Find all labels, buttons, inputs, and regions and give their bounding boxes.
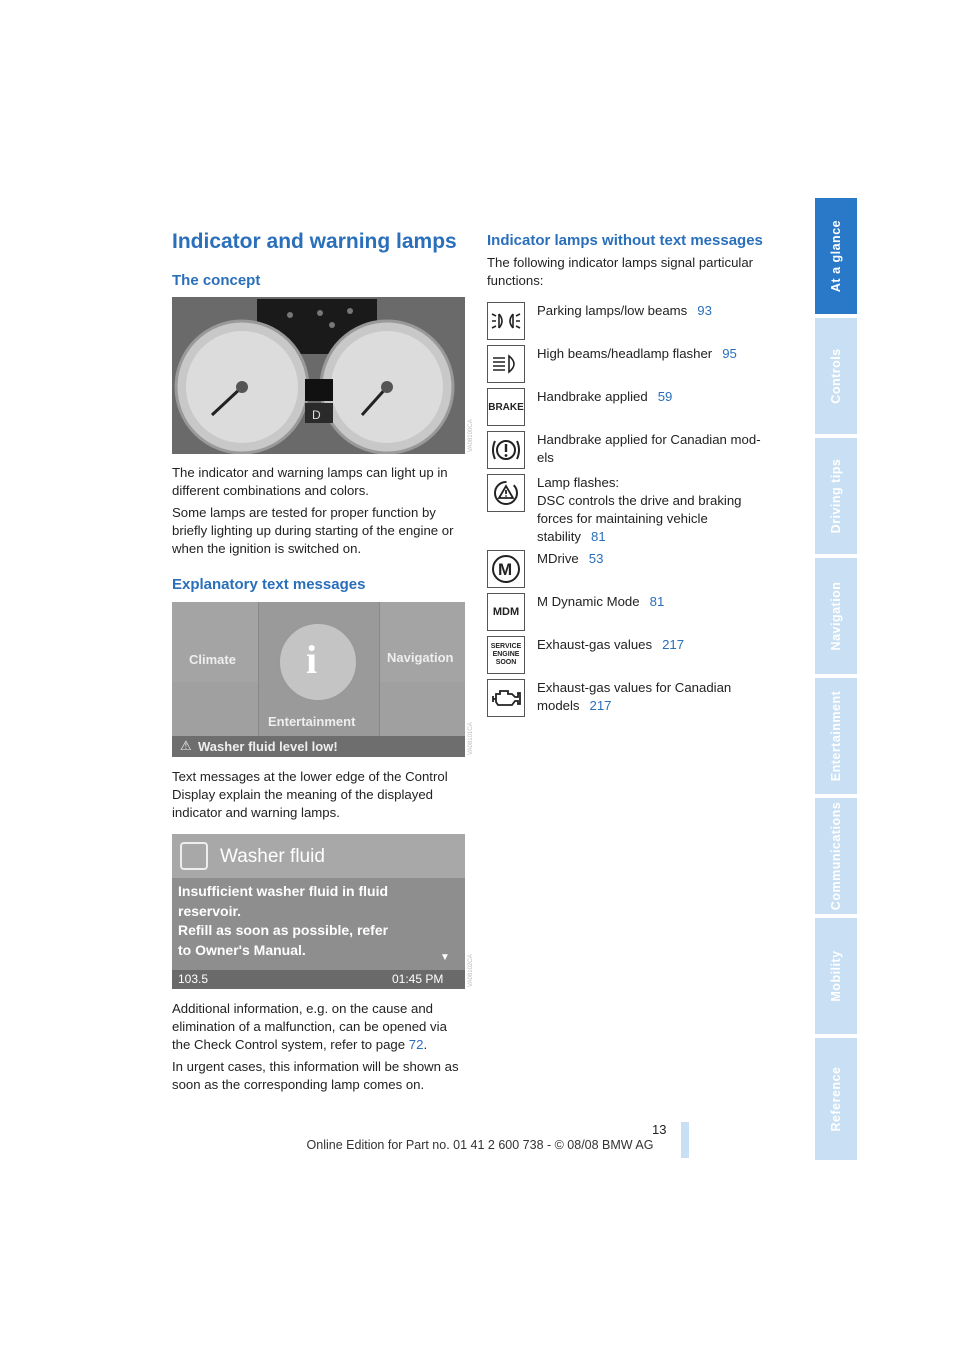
item-text: Exhaust-gas values [537, 637, 653, 652]
page-link[interactable]: 81 [590, 529, 606, 544]
screen-line: reservoir. [178, 902, 242, 919]
sidebar-tab-label: At a glance [829, 219, 843, 293]
indicator-item [537, 593, 777, 611]
indicators-intro: The following indicator lamps signal particular functions: [487, 255, 754, 288]
page-link[interactable]: 59 [657, 389, 673, 404]
indicator-item [537, 345, 777, 363]
sidebar-tab-entertainment[interactable] [815, 678, 857, 794]
item-text: M Dynamic Mode [537, 594, 640, 609]
screen-message [178, 882, 388, 960]
menu-navigation: Navigation [387, 650, 454, 665]
icon-text-line: SOON [495, 659, 517, 666]
figure-code: VA08101CA [468, 722, 474, 755]
item-text: Lamp flashes: [537, 475, 620, 490]
edition-footer: Online Edition for Part no. 01 41 2 600 738 - © 08/08 BMW AG [306, 1138, 654, 1152]
indicator-item [537, 388, 777, 406]
concept-paragraph-1: The indicator and warning lamps can light up in different combinations and colors. [172, 465, 448, 498]
page-link[interactable]: 53 [588, 551, 604, 566]
sidebar-tab-label: Mobility [829, 950, 843, 1002]
brake-icon: BRAKE [487, 388, 525, 426]
indicator-item [537, 302, 777, 320]
sidebar-tab-label: Reference [829, 1066, 843, 1132]
control-display-menu-figure [172, 602, 465, 757]
dsc-icon [487, 474, 525, 512]
svg-text:D: D [312, 408, 321, 422]
page-link[interactable]: 217 [662, 637, 685, 652]
figure-code: VA08100CA [468, 419, 474, 452]
concept-paragraph-2: Some lamps are tested for proper function by briefly lighting up during starting of the engine or when the ignition is switched on. [172, 505, 454, 556]
explanatory-paragraph-2 [172, 1000, 465, 1054]
item-text: Handbrake applied [537, 389, 648, 404]
warning-triangle-icon: ⚠ [180, 738, 192, 753]
page-link[interactable]: 217 [589, 698, 612, 713]
high-beam-icon [487, 345, 525, 383]
page-link-72[interactable]: 72 [408, 1037, 424, 1052]
icon-text-line: ENGINE [492, 651, 520, 658]
explanatory-paragraph-1: Text messages at the lower edge of the Control Display explain the meaning of the displayed indicator and warning lamps. [172, 769, 448, 820]
status-time: 01:45 PM [392, 972, 444, 986]
item-text: DSC controls the drive and braking forces for maintaining vehicle stability [537, 493, 742, 544]
handbrake-canada-icon [487, 431, 525, 469]
parking-lamps-icon [487, 302, 525, 340]
instrument-cluster-illustration [172, 297, 465, 454]
indicator-item [537, 550, 777, 568]
item-text: Exhaust-gas values for Canadian models [537, 680, 732, 713]
sidebar-tab-controls[interactable] [815, 318, 857, 434]
screen-line: Insufficient washer fluid in fluid [178, 883, 389, 899]
sidebar-tab-label: Navigation [829, 581, 843, 651]
sidebar-tab-mobility[interactable] [815, 918, 857, 1034]
section-heading-indicators: Indicator lamps without text messages [487, 232, 763, 249]
sidebar-tab-label: Controls [829, 348, 843, 404]
item-text: High beams/headlamp flasher [537, 346, 713, 361]
mdm-icon: MDM [487, 593, 525, 631]
menu-entertainment: Entertainment [268, 714, 356, 729]
section-heading-explanatory: Explanatory text messages [172, 576, 366, 593]
screen-title: Washer fluid [220, 846, 325, 867]
instrument-cluster-figure [172, 297, 465, 454]
explanatory-paragraph-3: In urgent cases, this information will be shown as soon as the corresponding lamp comes on. [172, 1059, 459, 1092]
engine-icon [487, 679, 525, 717]
page-number: 13 [652, 1122, 667, 1137]
sidebar-tab-label: Communications [829, 801, 843, 911]
info-icon: i [306, 637, 318, 682]
status-frequency: 103.5 [178, 972, 209, 986]
sidebar-tab-navigation[interactable] [815, 558, 857, 674]
sidebar-tab-label: Entertainment [829, 690, 843, 782]
indicator-item [537, 431, 777, 467]
item-text: Parking lamps/low beams [537, 303, 688, 318]
washer-icon [180, 842, 208, 870]
paragraph-text: . [423, 1037, 428, 1052]
page-link[interactable]: 95 [722, 346, 737, 361]
paragraph-text: Additional information, e.g. on the cause and elimination of a malfunction, can be opened via the Check Control system, refer to page [172, 1001, 447, 1052]
screen-line: to Owner's Manual. [178, 941, 306, 958]
scroll-down-icon: ▼ [440, 952, 450, 963]
service-engine-soon-icon [487, 636, 525, 674]
section-heading-concept: The concept [172, 272, 261, 289]
page-link[interactable]: 93 [697, 303, 712, 318]
page-link[interactable]: 81 [649, 594, 665, 609]
sidebar-tab-at-a-glance[interactable] [815, 198, 857, 314]
item-text: MDrive [537, 551, 579, 566]
washer-fluid-warning-message: Washer fluid level low! [198, 739, 338, 754]
icon-text-line: SERVICE [490, 643, 522, 650]
item-text: Handbrake applied for Canadian mod-els [537, 432, 761, 465]
indicator-item [537, 636, 777, 654]
indicator-item [537, 679, 747, 715]
sidebar-tab-driving-tips[interactable] [815, 438, 857, 554]
page-title: Indicator and warning lamps [172, 230, 457, 253]
washer-fluid-detail-figure [172, 834, 465, 989]
sidebar-tab-label: Driving tips [829, 458, 843, 534]
svg-text:M: M [498, 560, 513, 579]
menu-climate: Climate [189, 652, 236, 667]
mdrive-icon [487, 550, 525, 588]
screen-line: Refill as soon as possible, refer [178, 922, 389, 938]
sidebar-tab-communications[interactable] [815, 798, 857, 914]
figure-code: VA08102CA [468, 954, 474, 987]
indicator-item [537, 474, 777, 546]
